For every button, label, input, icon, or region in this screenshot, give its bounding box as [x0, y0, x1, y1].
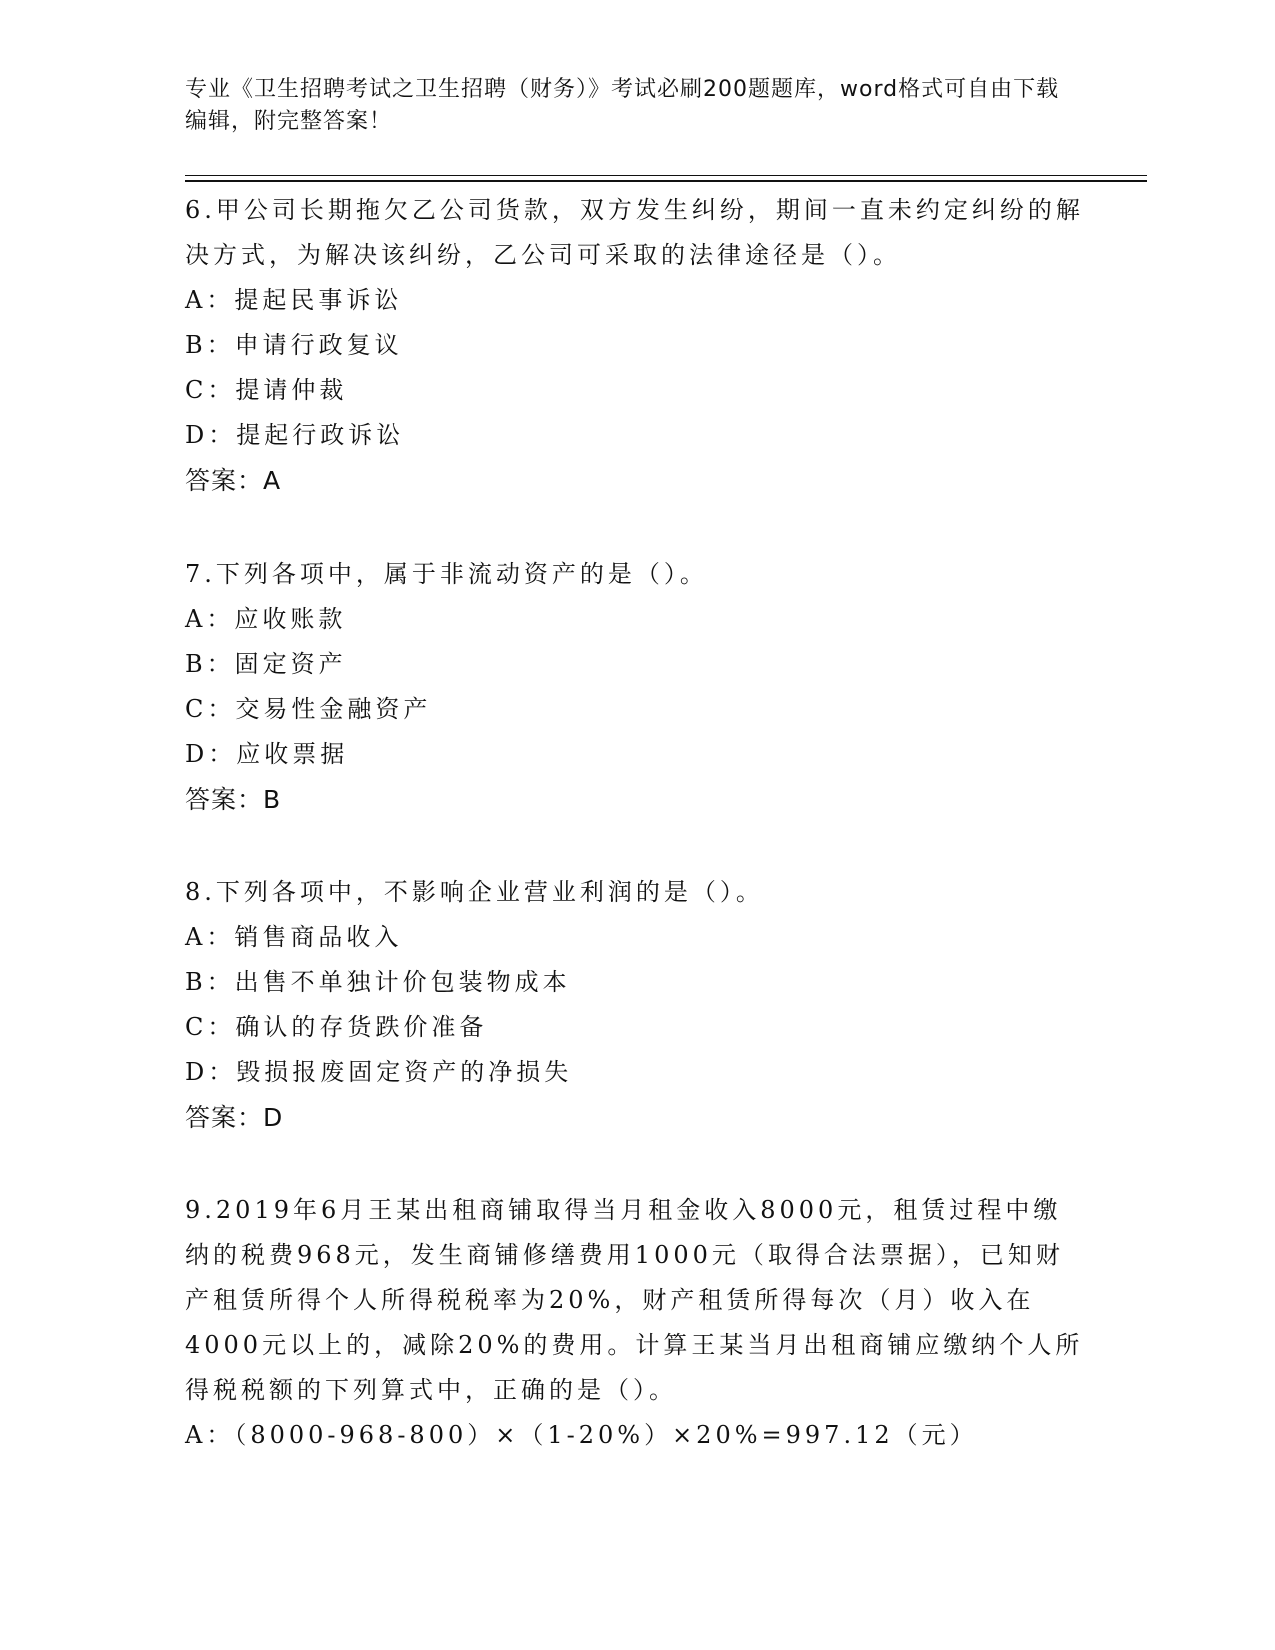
question-stem: 7.下列各项中，属于非流动资产的是（）。 [185, 560, 708, 588]
question-stem: 6.甲公司长期拖欠乙公司货款，双方发生纠纷，期间一直未约定纠纷的解决方式，为解决该纠纷，乙公司可采取的法律途径是（）。 [185, 196, 1084, 269]
answer-line: 答案：D [185, 1103, 284, 1132]
question-stem: 9.2019年6月王某出租商铺取得当月租金收入8000元，租赁过程中缴纳的税费968元，发生商铺修缮费用1000元（取得合法票据），已知财产租赁所得个人所得税税率为20%，财产租赁所得每次（月）收入在4000元以上的，减除20%的费用。计算王某当月出租商铺应缴纳个人所得税税额的下列算式中，正确的是（）。 [185, 1196, 1084, 1404]
question-stem: 8.下列各项中，不影响企业营业利润的是（）。 [185, 878, 764, 906]
option-b: B：固定资产 [185, 650, 347, 678]
answer-line: 答案：A [185, 466, 282, 495]
question-7 [185, 552, 1085, 822]
option-a: A：应收账款 [185, 605, 347, 633]
option-d: D：应收票据 [185, 740, 349, 768]
option-d: D：提起行政诉讼 [185, 421, 405, 449]
question-8 [185, 870, 1085, 1140]
header-divider-thin [185, 175, 1147, 176]
option-b: B：申请行政复议 [185, 331, 403, 359]
option-a: A：（8000-968-800）×（1-20%）×20%=997.12（元） [185, 1421, 978, 1449]
option-c: C：确认的存货跌价准备 [185, 1013, 488, 1041]
option-b: B：出售不单独计价包装物成本 [185, 968, 571, 996]
question-6 [185, 188, 1085, 503]
option-c: C：交易性金融资产 [185, 695, 432, 723]
header-divider-thick [185, 180, 1147, 182]
option-a: A：提起民事诉讼 [185, 286, 403, 314]
answer-line: 答案：B [185, 785, 282, 814]
document-header: 专业《卫生招聘考试之卫生招聘（财务）》考试必刷200题题库，word格式可自由下载编辑，附完整答案！ [185, 77, 1060, 134]
option-c: C：提请仲裁 [185, 376, 348, 404]
option-d: D：毁损报废固定资产的净损失 [185, 1058, 573, 1086]
option-a: A：销售商品收入 [185, 923, 403, 951]
question-9 [185, 1188, 1085, 1458]
